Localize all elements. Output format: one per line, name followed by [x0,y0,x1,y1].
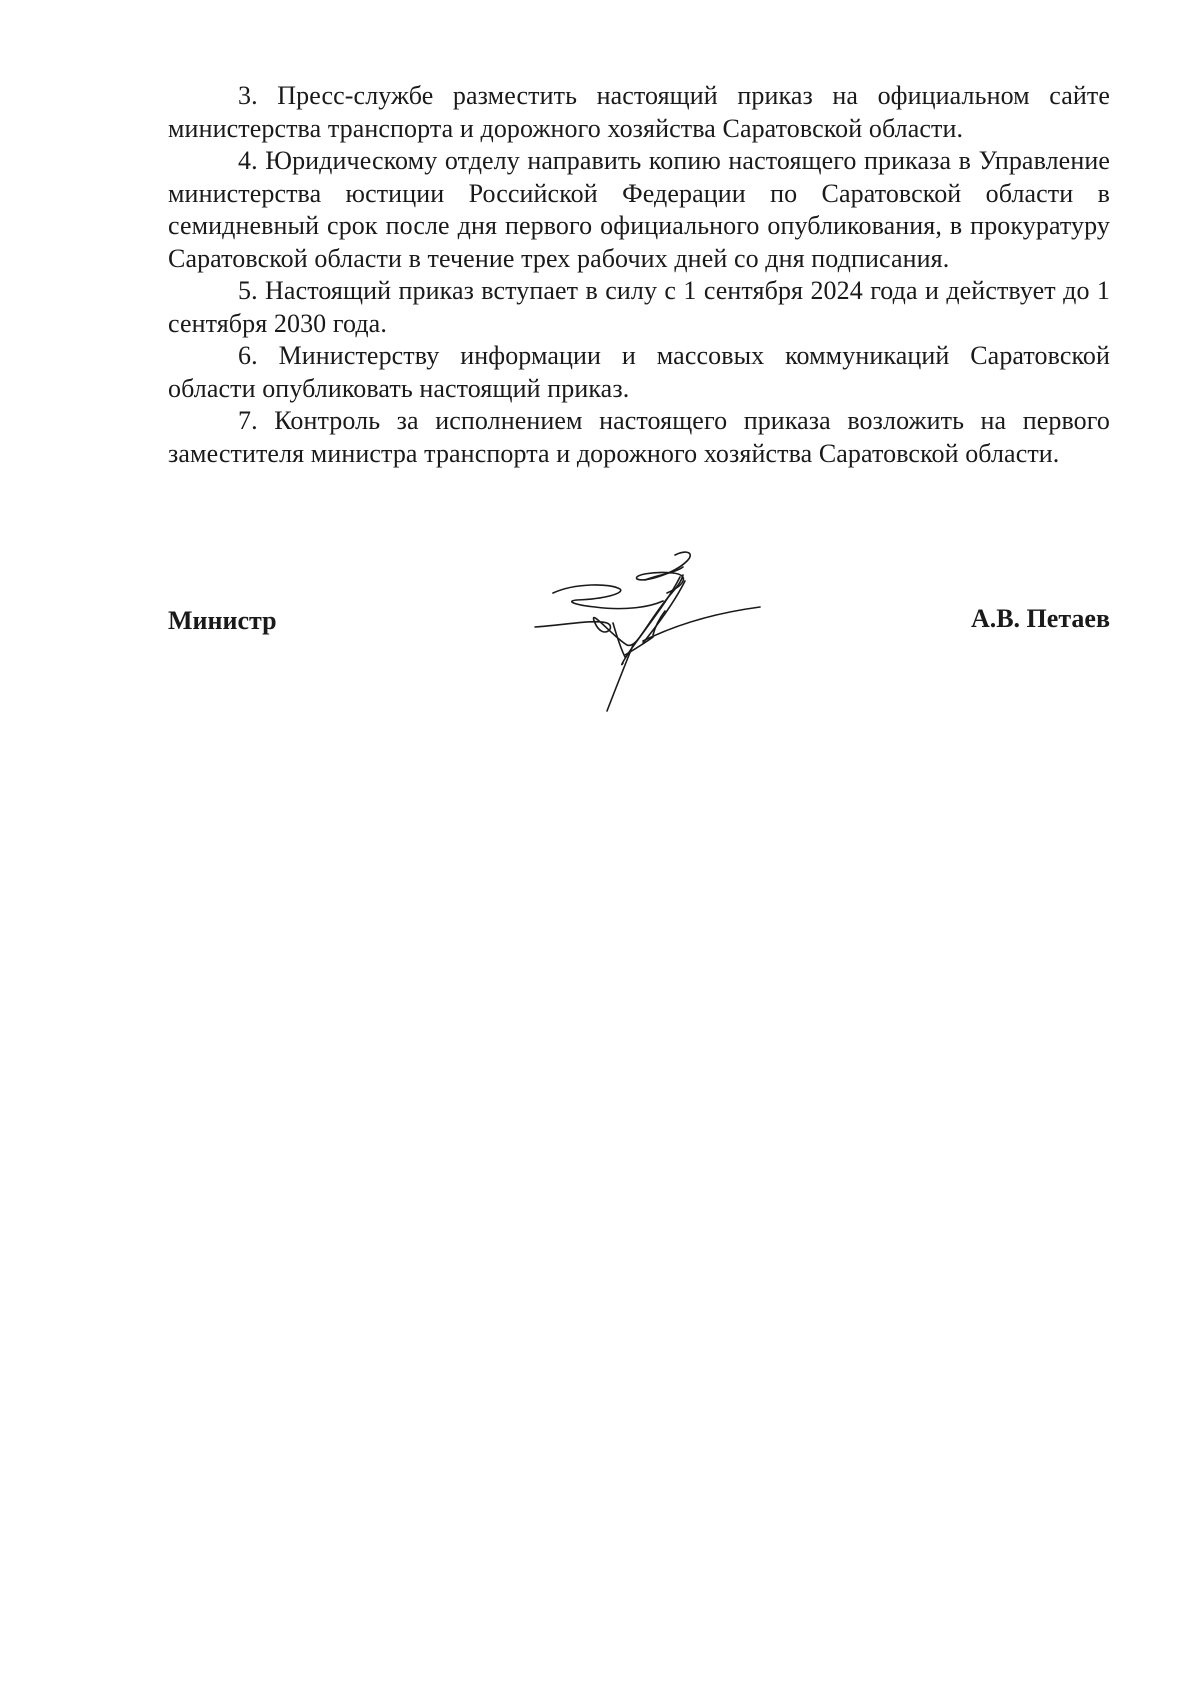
paragraph-6: 6. Министерству информации и массовых коммуникаций Саратовской области опубликовать настоящий приказ. [168,341,1110,403]
signatory-title: Министр [168,606,277,635]
signatory-name: А.В. Петаев [970,604,1110,633]
document-body [168,80,1110,470]
handwritten-signature [525,545,775,720]
paragraph-3: 3. Пресс-службе разместить настоящий приказ на официальном сайте министерства транспорта и дорожного хозяйства Саратовской области. [168,81,1110,143]
paragraph-4: 4. Юридическому отделу направить копию настоящего приказа в Управление министерства юстиции Российской Федерации по Саратовской области в семидневный срок после дня первого официального опубликования, в прокуратуру Саратовской области в течение трех рабочих дней со дня подписания. [168,146,1110,273]
paragraph-5: 5. Настоящий приказ вступает в силу с 1 сентября 2024 года и действует до 1 сентября 2030 года. [168,276,1110,338]
paragraph-7: 7. Контроль за исполнением настоящего приказа возложить на первого заместителя министра транспорта и дорожного хозяйства Саратовской области. [168,406,1110,468]
